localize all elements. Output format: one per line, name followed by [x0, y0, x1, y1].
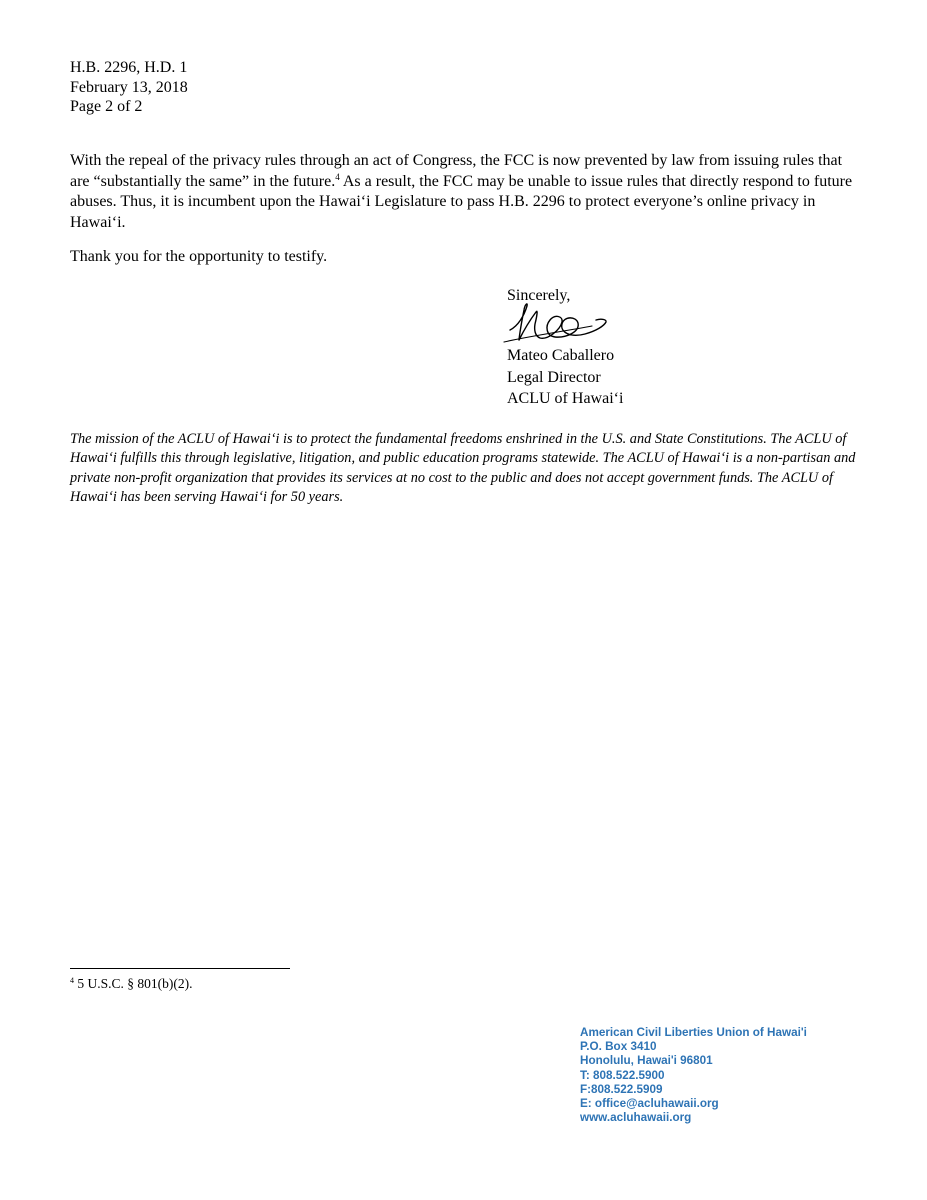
bill-number: H.B. 2296, H.D. 1: [70, 59, 188, 76]
footnote-number: 4: [70, 976, 74, 985]
address-city: Honolulu, Hawai'i 96801: [580, 1054, 713, 1068]
mission-statement: The mission of the ACLU of Hawai‘i is to protect the fundamental freedoms enshrined in the U.S. and State Constitutions. The ACLU of Hawai‘i fulfills this through legislative, litigation, and public education programs statewide. The ACLU of Hawai‘i is a non-partisan and private non-profit organization that provides its services at no cost to the public and does not accept government funds. The ACLU of Hawai‘i has been serving Hawai‘i for 50 years.: [70, 431, 856, 505]
organization-address: [580, 1026, 807, 1125]
letter-header: [70, 58, 188, 117]
paragraph-text-continued: As a result, the FCC may be unable to issue rules that directly respond to future abuses. Thus, it is incumbent upon the Hawai‘i Legislature to pass H.B. 2296 to protect everyone’s online privacy in Hawai‘i.: [70, 172, 853, 231]
letter-date: February 13, 2018: [70, 78, 188, 96]
body-paragraph-2: Thank you for the opportunity to testify.: [70, 248, 328, 265]
page-number: Page 2 of 2: [70, 98, 143, 115]
footnote: [70, 975, 193, 993]
address-fax: F:808.522.5909: [580, 1082, 663, 1096]
address-website: www.acluhawaii.org: [580, 1111, 692, 1125]
footnote-divider: [70, 968, 290, 969]
address-po-box: P.O. Box 3410: [580, 1040, 657, 1054]
footnote-text: 5 U.S.C. § 801(b)(2).: [74, 976, 193, 991]
signer-organization: ACLU of Hawai‘i: [507, 390, 624, 407]
signer-block: [507, 345, 623, 410]
body-paragraph-1: [70, 151, 860, 233]
footnote-reference: 4: [335, 171, 340, 182]
paragraph-text: With the repeal of the privacy rules through an act of Congress, the FCC is now prevented by law from issuing rules that are “substantially the same” in the future.: [70, 152, 843, 190]
signer-name: Mateo Caballero: [507, 347, 615, 364]
address-phone: T: 808.522.5900: [580, 1068, 665, 1082]
address-org-name: American Civil Liberties Union of Hawai'i: [580, 1026, 807, 1039]
handwritten-signature: [500, 296, 620, 348]
closing-text: Sincerely,: [507, 287, 571, 304]
address-email: E: office@acluhawaii.org: [580, 1097, 719, 1111]
signer-title: Legal Director: [507, 368, 601, 386]
